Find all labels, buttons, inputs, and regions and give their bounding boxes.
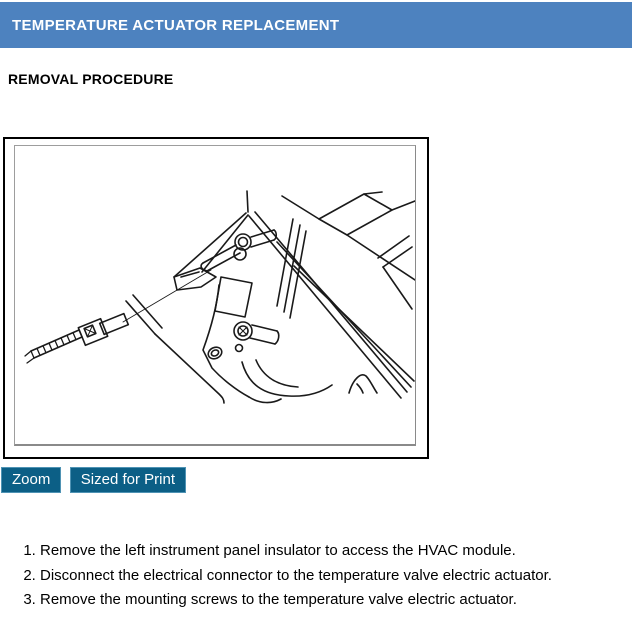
page-title: TEMPERATURE ACTUATOR REPLACEMENT bbox=[12, 16, 340, 34]
section-heading: REMOVAL PROCEDURE bbox=[8, 71, 174, 87]
figure-image bbox=[14, 145, 416, 446]
sized-for-print-button[interactable]: Sized for Print bbox=[70, 467, 186, 493]
procedure-step: 3. Remove the mounting screws to the temperature valve electric actuator. bbox=[40, 588, 632, 613]
procedure-step: 1. Remove the left instrument panel insulator to access the HVAC module. bbox=[40, 539, 632, 564]
header-bar bbox=[0, 2, 632, 48]
hvac-actuator-illustration bbox=[15, 146, 415, 444]
zoom-button[interactable]: Zoom bbox=[1, 467, 61, 493]
figure-frame bbox=[3, 137, 429, 459]
figure-toolbar bbox=[1, 467, 632, 493]
procedure-steps bbox=[0, 539, 632, 613]
procedure-step: 2. Disconnect the electrical connector to the temperature valve electric actuator. bbox=[40, 564, 632, 589]
